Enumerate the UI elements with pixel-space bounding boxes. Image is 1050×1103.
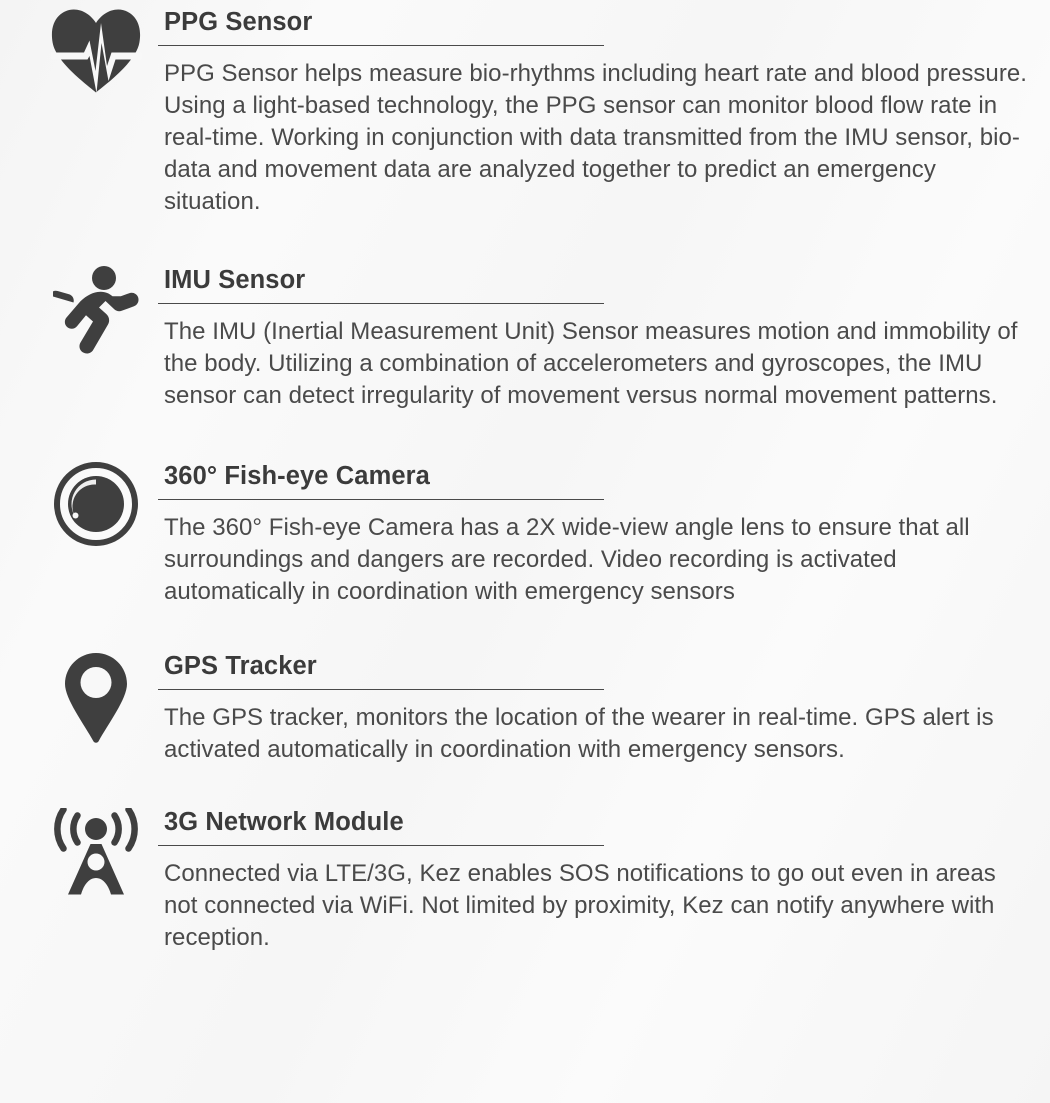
feature-imu-sensor [0,264,1050,412]
running-person-icon [48,266,144,362]
feature-title: PPG Sensor [164,8,313,36]
feature-body [144,650,1050,766]
cell-tower-icon [48,808,144,904]
feature-description: Connected via LTE/3G, Kez enables SOS notifications to go out even in areas not connected via WiFi. Not limited by proximity, Kez can notify anywhere with reception. [164,860,996,952]
feature-body [144,460,1050,608]
map-pin-icon [48,652,144,748]
feature-title: 360° Fish-eye Camera [164,462,430,491]
feature-title: IMU Sensor [164,266,306,295]
feature-network-module [0,806,1050,954]
feature-gps-tracker [0,650,1050,766]
feature-body [144,6,1050,218]
feature-body [144,806,1050,954]
camera-lens-icon [48,462,144,558]
feature-list [0,6,1050,954]
feature-description: The GPS tracker, monitors the location of the wearer in real-time. GPS alert is activated automatically in coordination with emergency sensors. [164,704,994,764]
feature-body [144,264,1050,412]
feature-description: PPG Sensor helps measure bio-rhythms including heart rate and blood pressure. Using a light-based technology, the PPG sensor can monitor blood flow rate in real-time. Working in conjunction with data transmitted from the IMU sensor, bio-data and movement data are analyzed together to predict an emergency situation. [164,60,1027,216]
feature-fisheye-camera [0,460,1050,608]
feature-description: The 360° Fish-eye Camera has a 2X wide-view angle lens to ensure that all surroundings and dangers are recorded. Video recording is activated automatically in coordination with emergency sensors [164,514,970,606]
heart-pulse-icon [48,8,144,104]
feature-title: GPS Tracker [164,652,317,681]
feature-ppg-sensor [0,6,1050,218]
feature-description: The IMU (Inertial Measurement Unit) Sensor measures motion and immobility of the body. Utilizing a combination of accelerometers and gyroscopes, the IMU sensor can detect irregularity of movement versus normal movement patterns. [164,318,1018,410]
feature-title: 3G Network Module [164,808,404,837]
